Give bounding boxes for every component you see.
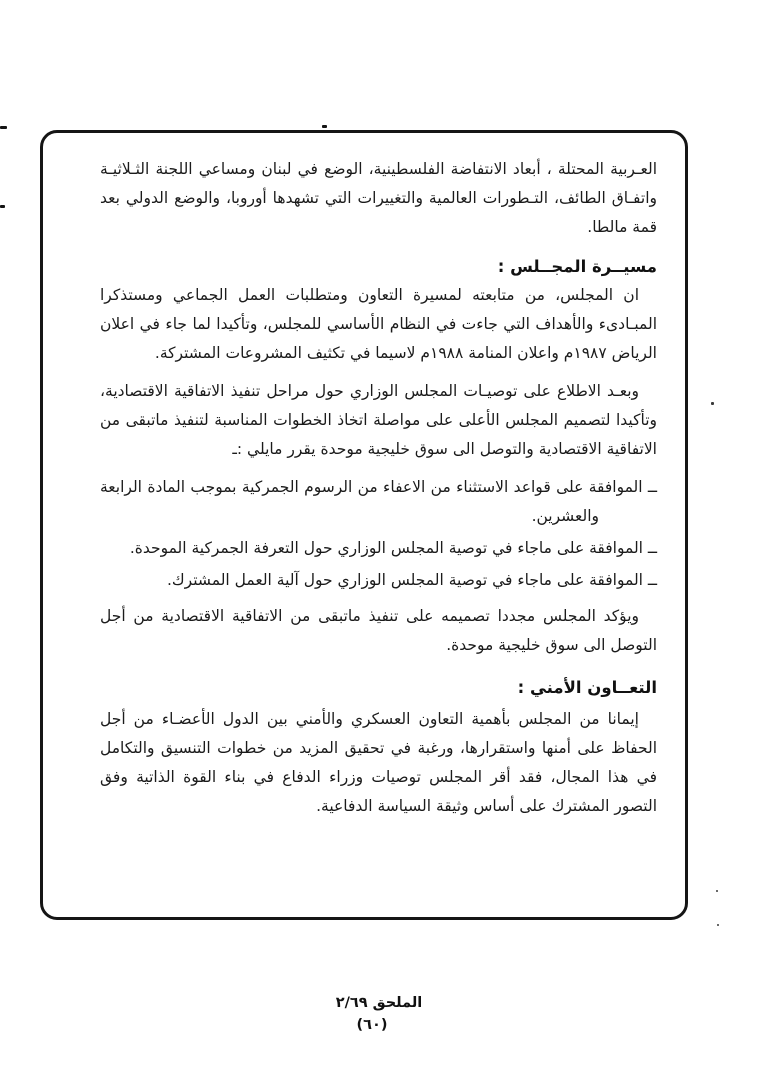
document-body	[43, 133, 685, 917]
paragraph-continuation: العـربية المحتلة ، أبعاد الانتفاضة الفلسطينية، الوضع في لبنان ومساعي اللجنة الثـلاثيـة واتفـاق الطائف، التـطورات العالمية والتغييرات التي تشهدها أوروبا، والوضع الدولي بعد قمة مالطا.	[100, 160, 657, 236]
paragraph-economic-agreement-decision: وبعـد الاطلاع على توصيـات المجلس الوزاري حول مراحل تنفيذ الاتفاقية الاقتصادية، وتأكيدا لتصميم المجلس الأعلى على مواصلة اتخاذ الخطوات المناسبة لتنفيذ ماتبقى من الاتفاقية الاقتصادية والتوصل الى سوق خليجية موحدة يقرر مايلي :ـ	[100, 382, 657, 458]
section-heading-security-cooperation: التعــاون الأمني :	[517, 678, 657, 697]
list-item-joint-work-mechanism: ــ الموافقة على ماجاء في توصية المجلس الوزاري حول آلية العمل المشترك.	[166, 571, 657, 589]
paragraph-council-progress: ان المجلس، من متابعته لمسيرة التعاون ومتطلبات العمل الجماعي ومستذكرا المبـادىء والأهداف التي جاءت في النظام الأساسي للمجلس، وتأكيدا لما جاء في اعلان الرياض ١٩٨٧م واعلان المنامة ١٩٨٨م لاسيما في تكثيف المشروعات المشتركة.	[100, 286, 657, 362]
scan-artifact-dot-3	[717, 924, 719, 926]
document-border-frame	[40, 130, 688, 920]
scan-artifact-top-tick	[322, 125, 327, 128]
scan-artifact-dot-2	[716, 890, 718, 892]
list-item-customs-exemption: ــ الموافقة على قواعد الاستثناء من الاعفاء من الرسوم الجمركية بموجب المادة الرابعة والعشرين.	[100, 478, 657, 525]
page-number: (٦٠)	[356, 1017, 388, 1033]
list-item-unified-tariff: ــ الموافقة على ماجاء في توصية المجلس الوزاري حول التعرفة الجمركية الموحدة.	[129, 539, 657, 557]
scan-artifact-dot-1	[711, 402, 714, 405]
paragraph-common-market-affirmation: ويؤكد المجلس مجددا تصميمه على تنفيذ ماتبقى من الاتفاقية الاقتصادية من أجل التوصل الى سوق خليجية موحدة.	[100, 607, 657, 654]
paragraph-security-cooperation: إيمانا من المجلس بأهمية التعاون العسكري والأمني بين الدول الأعضـاء من أجل الحفاظ على أمنها واستقرارها، ورغبة في تحقيق المزيد من خطوات التنسيق والتكامل في هذا المجال، فقد أقر المجلس توصيات وزراء الدفاع في بناء القوة الذاتية وفق التصور المشترك على أساس وثيقة السياسة الدفاعية.	[100, 710, 657, 815]
annex-label: الملحق ٢/٦٩	[335, 995, 423, 1011]
scan-artifact-left-tick-1	[0, 126, 7, 129]
page-footer	[0, 992, 758, 1036]
scan-artifact-left-tick-2	[0, 205, 5, 208]
section-heading-council-progress: مسيــرة المجــلس :	[497, 257, 657, 276]
